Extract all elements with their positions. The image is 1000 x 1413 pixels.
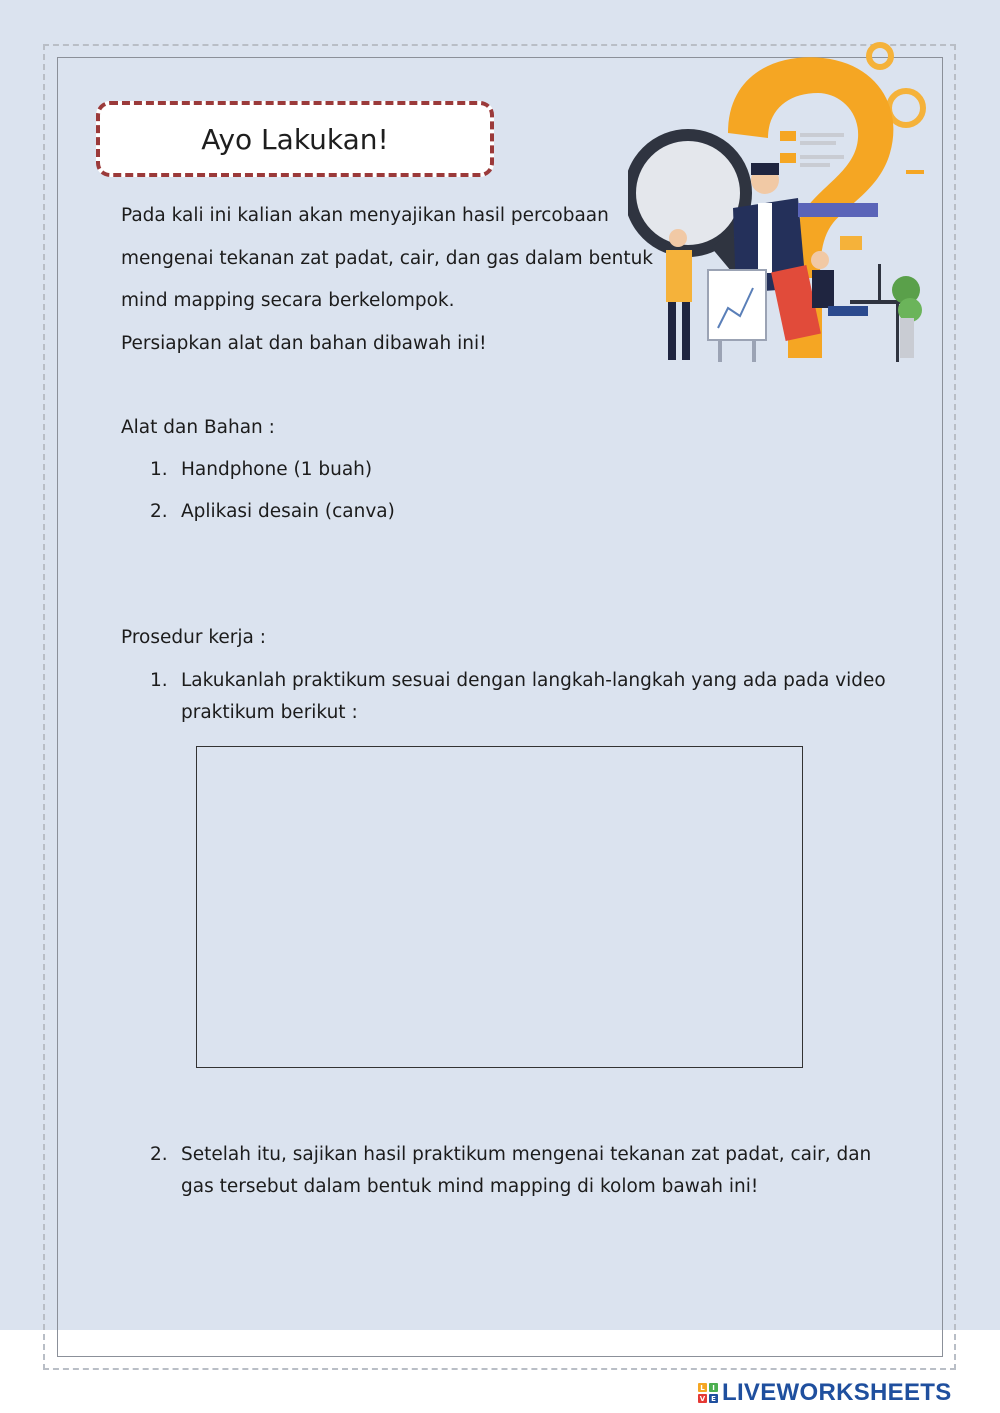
- intro-line-2: mengenai tekanan zat padat, cair, dan gas dalam bentuk: [121, 248, 654, 269]
- title-banner: [96, 101, 494, 177]
- logo-mark-icon: L I V E: [698, 1383, 718, 1403]
- list-item: [150, 459, 372, 481]
- step-text-line-2: gas tersebut dalam bentuk mind mapping di kolom bawah ini!: [181, 1176, 759, 1198]
- list-item: [150, 501, 395, 523]
- step-text-line-1: Lakukanlah praktikum sesuai dengan langkah-langkah yang ada pada video: [181, 670, 886, 691]
- intro-line-1: Pada kali ini kalian akan menyajikan hasil percobaan: [121, 205, 609, 226]
- list-number: 2.: [150, 501, 168, 522]
- procedure-step: [150, 1144, 871, 1198]
- materials-heading: Alat dan Bahan :: [121, 417, 275, 438]
- intro-line-3: mind mapping secara berkelompok.: [121, 290, 455, 311]
- liveworksheets-logo[interactable]: [698, 1380, 952, 1406]
- step-text-line-1: Setelah itu, sajikan hasil praktikum mengenai tekanan zat padat, cair, dan: [181, 1144, 872, 1165]
- video-embed-area[interactable]: [196, 746, 803, 1068]
- list-number: 1.: [150, 459, 168, 480]
- list-text: Aplikasi desain (canva): [181, 501, 395, 522]
- step-number: 1.: [150, 670, 168, 691]
- intro-line-4: Persiapkan alat dan bahan dibawah ini!: [121, 333, 487, 354]
- page-title: Ayo Lakukan!: [201, 122, 389, 156]
- step-number: 2.: [150, 1144, 168, 1165]
- step-text-line-2: praktikum berikut :: [181, 702, 358, 724]
- procedure-step: [150, 670, 886, 724]
- logo-text: LIVEWORKSHEETS: [722, 1379, 952, 1406]
- procedure-heading: Prosedur kerja :: [121, 627, 266, 648]
- research-illustration: [628, 38, 943, 363]
- list-text: Handphone (1 buah): [181, 459, 373, 480]
